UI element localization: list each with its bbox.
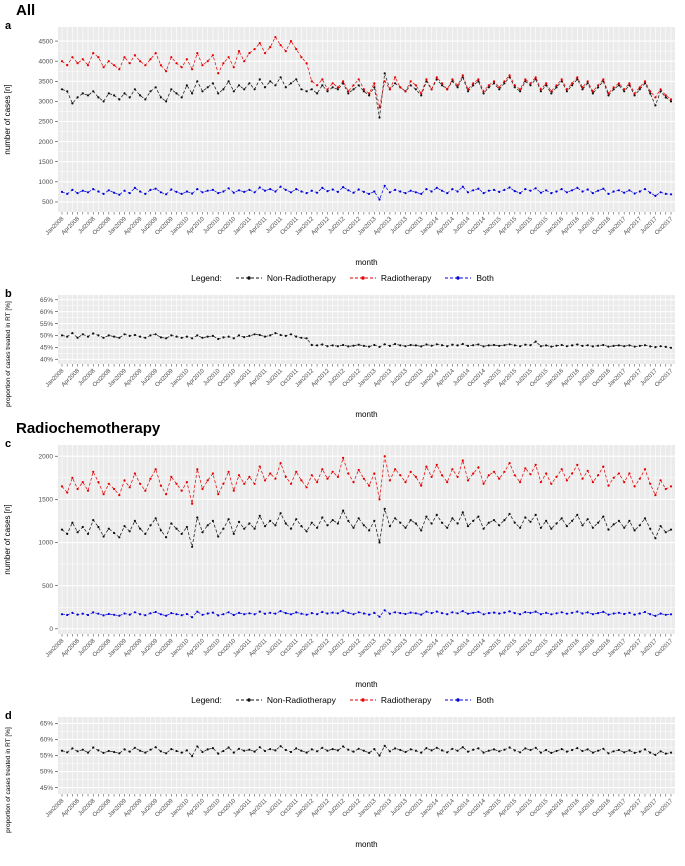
svg-text:50%: 50% (39, 768, 53, 776)
svg-text:Apr2014: Apr2014 (435, 638, 456, 659)
svg-text:Jan2011: Jan2011 (232, 798, 253, 819)
svg-text:4500: 4500 (38, 38, 53, 46)
legend-label: Both (476, 695, 494, 705)
svg-text:Jul2008: Jul2008 (77, 216, 97, 236)
svg-text:1000: 1000 (38, 179, 53, 187)
svg-text:Jan2016: Jan2016 (544, 798, 566, 819)
svg-text:Jul2008: Jul2008 (77, 638, 97, 658)
panel-letter-a: a (5, 20, 12, 32)
svg-text:55%: 55% (39, 320, 53, 328)
svg-text:Jul2011: Jul2011 (265, 216, 285, 235)
svg-text:Jan2017: Jan2017 (607, 368, 628, 389)
svg-text:Apr2009: Apr2009 (123, 638, 144, 659)
svg-text:Jan2015: Jan2015 (482, 368, 503, 389)
svg-text:Oct2010: Oct2010 (216, 368, 238, 389)
svg-text:Apr2011: Apr2011 (248, 798, 269, 819)
svg-text:60%: 60% (39, 308, 53, 316)
svg-text:Oct2015: Oct2015 (529, 368, 550, 389)
legend-items (234, 273, 494, 283)
svg-text:proportion of cases treated in: proportion of cases treated in RT [%] (5, 727, 12, 833)
svg-text:Apr2008: Apr2008 (60, 216, 82, 237)
svg-text:Apr2010: Apr2010 (185, 216, 206, 237)
svg-text:Jul2016: Jul2016 (577, 216, 597, 236)
svg-text:Oct2016: Oct2016 (591, 216, 612, 237)
legend-item-both (443, 695, 494, 705)
svg-text:Jan2009: Jan2009 (107, 638, 128, 659)
svg-text:Oct2015: Oct2015 (529, 638, 550, 659)
svg-text:Oct2012: Oct2012 (341, 216, 363, 237)
svg-text:Apr2016: Apr2016 (560, 216, 581, 237)
svg-text:Jul2013: Jul2013 (389, 368, 409, 388)
svg-text:Apr2010: Apr2010 (185, 368, 206, 389)
svg-text:Apr2014: Apr2014 (435, 216, 456, 237)
legend-label: Non-Radiotherapy (266, 695, 336, 705)
legend-item-both (443, 273, 494, 283)
svg-text:Oct2009: Oct2009 (154, 798, 175, 819)
svg-text:Apr2013: Apr2013 (373, 216, 394, 237)
panel-c-block (0, 438, 685, 690)
svg-text:month: month (355, 840, 378, 849)
section-heading-radiochemotherapy: Radiochemotherapy (16, 420, 161, 437)
svg-text:Jan2016: Jan2016 (544, 216, 566, 237)
svg-text:Oct2015: Oct2015 (529, 798, 550, 819)
svg-text:Apr2016: Apr2016 (560, 638, 581, 659)
legend-label: Non-Radiotherapy (266, 273, 336, 283)
svg-text:1500: 1500 (38, 158, 53, 166)
svg-text:Jul2008: Jul2008 (77, 798, 97, 818)
svg-text:Jul2011: Jul2011 (265, 798, 285, 817)
svg-text:Oct2014: Oct2014 (466, 216, 488, 237)
svg-text:45%: 45% (39, 344, 53, 352)
svg-text:0: 0 (49, 626, 53, 634)
svg-text:Oct2008: Oct2008 (91, 798, 113, 819)
svg-text:Apr2017: Apr2017 (622, 368, 644, 389)
svg-text:Oct2008: Oct2008 (91, 638, 113, 659)
svg-text:Oct2013: Oct2013 (404, 798, 425, 819)
svg-text:Apr2016: Apr2016 (560, 368, 581, 389)
svg-text:500: 500 (42, 582, 53, 590)
svg-text:Apr2010: Apr2010 (185, 798, 206, 819)
svg-text:month: month (355, 258, 378, 267)
svg-text:500: 500 (42, 199, 53, 207)
svg-text:Jul2015: Jul2015 (514, 638, 534, 658)
panel-b-block (0, 288, 685, 420)
svg-text:Oct2014: Oct2014 (466, 638, 488, 659)
svg-text:Apr2011: Apr2011 (248, 368, 269, 389)
svg-text:Jul2016: Jul2016 (577, 798, 597, 818)
svg-text:Jul2008: Jul2008 (77, 368, 97, 388)
svg-text:Jan2015: Jan2015 (482, 638, 503, 659)
svg-text:Oct2017: Oct2017 (654, 798, 675, 819)
svg-text:Apr2017: Apr2017 (622, 216, 644, 237)
svg-text:Apr2013: Apr2013 (373, 638, 394, 659)
svg-text:Apr2009: Apr2009 (123, 216, 144, 237)
svg-text:Jul2014: Jul2014 (452, 216, 472, 236)
svg-text:Apr2008: Apr2008 (60, 798, 82, 819)
svg-text:Apr2011: Apr2011 (248, 216, 269, 237)
svg-text:Apr2012: Apr2012 (310, 216, 331, 237)
svg-text:Apr2009: Apr2009 (123, 798, 144, 819)
svg-text:Jul2015: Jul2015 (514, 216, 534, 236)
svg-text:Apr2017: Apr2017 (622, 638, 644, 659)
legend-2 (0, 690, 685, 710)
svg-text:Jan2013: Jan2013 (357, 638, 378, 659)
svg-text:Oct2010: Oct2010 (216, 216, 238, 237)
legend-items (234, 695, 494, 705)
svg-text:Jul2017: Jul2017 (639, 368, 659, 388)
chart-c-canvas (0, 438, 685, 690)
svg-text:Oct2011: Oct2011 (279, 216, 300, 237)
svg-text:Jul2009: Jul2009 (139, 368, 160, 388)
svg-text:Oct2011: Oct2011 (279, 798, 300, 819)
legend-item-radiotherapy (348, 273, 432, 283)
panel-a-block (0, 20, 685, 268)
svg-text:Jul2012: Jul2012 (327, 368, 347, 388)
svg-text:Jul2009: Jul2009 (139, 798, 160, 818)
svg-text:Oct2017: Oct2017 (654, 368, 675, 389)
svg-text:Jan2013: Jan2013 (357, 368, 378, 389)
svg-text:Oct2016: Oct2016 (591, 368, 612, 389)
svg-text:Jan2008: Jan2008 (44, 216, 66, 237)
svg-text:Jan2016: Jan2016 (544, 368, 566, 389)
legend-1 (0, 268, 685, 288)
svg-text:Jan2010: Jan2010 (169, 798, 191, 819)
svg-text:Jan2014: Jan2014 (419, 638, 441, 659)
svg-text:Apr2016: Apr2016 (560, 798, 581, 819)
svg-text:Jul2012: Jul2012 (327, 798, 347, 818)
svg-text:number of cases [n]: number of cases [n] (3, 504, 12, 575)
svg-text:Apr2009: Apr2009 (123, 368, 144, 389)
legend-line-sample-icon (348, 273, 378, 283)
svg-text:Jan2015: Jan2015 (482, 216, 503, 237)
svg-text:60%: 60% (39, 736, 53, 744)
svg-text:Jan2010: Jan2010 (169, 216, 191, 237)
svg-text:Jul2011: Jul2011 (265, 638, 285, 657)
svg-text:Jul2012: Jul2012 (327, 216, 347, 236)
svg-text:Jul2009: Jul2009 (139, 216, 160, 236)
svg-text:Oct2009: Oct2009 (154, 216, 175, 237)
svg-text:Oct2012: Oct2012 (341, 798, 363, 819)
svg-text:2500: 2500 (38, 118, 53, 126)
svg-text:Jan2012: Jan2012 (294, 216, 316, 237)
svg-text:Jan2011: Jan2011 (232, 216, 253, 237)
svg-text:Jan2008: Jan2008 (44, 638, 66, 659)
legend-label: Radiotherapy (380, 273, 432, 283)
legend-line-sample-icon (348, 695, 378, 705)
svg-text:Oct2015: Oct2015 (529, 216, 550, 237)
legend-item-non-radiotherapy (234, 695, 336, 705)
section-heading-all: All (16, 2, 36, 19)
chart-b-canvas (0, 288, 685, 420)
svg-text:Oct2013: Oct2013 (404, 368, 425, 389)
svg-text:Oct2009: Oct2009 (154, 638, 175, 659)
svg-text:2000: 2000 (38, 138, 53, 146)
svg-text:Oct2017: Oct2017 (654, 216, 675, 237)
svg-text:Jul2014: Jul2014 (452, 368, 472, 388)
svg-text:Jan2008: Jan2008 (44, 798, 66, 819)
svg-text:45%: 45% (39, 784, 53, 792)
svg-text:Oct2012: Oct2012 (341, 368, 363, 389)
legend-line-sample-icon (234, 273, 264, 283)
svg-text:Oct2009: Oct2009 (154, 368, 175, 389)
svg-text:month: month (355, 680, 378, 689)
svg-text:Jan2012: Jan2012 (294, 798, 316, 819)
svg-text:Jan2014: Jan2014 (419, 798, 441, 819)
svg-text:Oct2014: Oct2014 (466, 368, 488, 389)
panel-d-block (0, 710, 685, 850)
svg-text:Jan2009: Jan2009 (107, 216, 128, 237)
svg-text:Jan2014: Jan2014 (419, 216, 441, 237)
svg-text:Apr2015: Apr2015 (497, 368, 519, 389)
svg-text:Oct2013: Oct2013 (404, 216, 425, 237)
svg-text:Jan2011: Jan2011 (232, 368, 253, 389)
svg-text:Jan2012: Jan2012 (294, 368, 316, 389)
legend-line-sample-icon (443, 695, 473, 705)
svg-text:proportion of cases treated in: proportion of cases treated in RT [%] (5, 301, 12, 407)
legend-title: Legend: (191, 273, 222, 283)
svg-text:Jan2011: Jan2011 (232, 638, 253, 659)
svg-text:month: month (355, 410, 378, 419)
svg-text:Jan2017: Jan2017 (607, 798, 628, 819)
svg-text:Jul2013: Jul2013 (389, 798, 409, 818)
svg-text:Jan2013: Jan2013 (357, 798, 378, 819)
svg-text:Jan2010: Jan2010 (169, 638, 191, 659)
svg-text:Jul2011: Jul2011 (265, 368, 285, 387)
svg-text:Apr2012: Apr2012 (310, 368, 331, 389)
svg-text:Apr2010: Apr2010 (185, 638, 206, 659)
svg-text:Jul2013: Jul2013 (389, 638, 409, 658)
svg-text:Oct2011: Oct2011 (279, 638, 300, 659)
svg-text:Apr2015: Apr2015 (497, 798, 519, 819)
svg-text:Jul2010: Jul2010 (202, 638, 222, 658)
svg-text:Jan2008: Jan2008 (44, 368, 66, 389)
svg-text:Oct2011: Oct2011 (279, 368, 300, 389)
svg-text:Jul2009: Jul2009 (139, 638, 160, 658)
chart-a-canvas (0, 20, 685, 268)
svg-text:55%: 55% (39, 752, 53, 760)
svg-text:Jan2014: Jan2014 (419, 368, 441, 389)
svg-text:Jan2016: Jan2016 (544, 638, 566, 659)
svg-text:Jul2015: Jul2015 (514, 798, 534, 818)
svg-text:Jan2009: Jan2009 (107, 798, 128, 819)
svg-text:Oct2013: Oct2013 (404, 638, 425, 659)
svg-text:number of cases [n]: number of cases [n] (3, 84, 12, 155)
legend-item-non-radiotherapy (234, 273, 336, 283)
svg-text:Jul2017: Jul2017 (639, 798, 659, 818)
panel-letter-d: d (5, 710, 12, 722)
svg-text:Apr2014: Apr2014 (435, 798, 456, 819)
svg-text:Apr2013: Apr2013 (373, 368, 394, 389)
svg-text:Jul2010: Jul2010 (202, 216, 222, 236)
svg-text:Jan2009: Jan2009 (107, 368, 128, 389)
svg-text:Apr2012: Apr2012 (310, 798, 331, 819)
svg-text:Oct2012: Oct2012 (341, 638, 363, 659)
chart-d-canvas (0, 710, 685, 850)
svg-text:Jul2014: Jul2014 (452, 798, 472, 818)
svg-text:Apr2011: Apr2011 (248, 638, 269, 659)
svg-text:1500: 1500 (38, 496, 53, 504)
svg-text:Oct2008: Oct2008 (91, 368, 113, 389)
svg-text:Oct2008: Oct2008 (91, 216, 113, 237)
svg-text:Jan2017: Jan2017 (607, 638, 628, 659)
svg-text:Oct2010: Oct2010 (216, 798, 238, 819)
svg-text:Jul2017: Jul2017 (639, 638, 659, 658)
svg-text:Jul2015: Jul2015 (514, 368, 534, 388)
svg-text:Apr2008: Apr2008 (60, 638, 82, 659)
legend-label: Both (476, 273, 494, 283)
svg-text:Apr2015: Apr2015 (497, 216, 519, 237)
svg-text:Jul2010: Jul2010 (202, 798, 222, 818)
svg-text:Oct2016: Oct2016 (591, 638, 612, 659)
legend-line-sample-icon (443, 273, 473, 283)
svg-text:Jul2017: Jul2017 (639, 216, 659, 236)
svg-text:Apr2013: Apr2013 (373, 798, 394, 819)
panel-letter-b: b (5, 288, 12, 300)
legend-item-radiotherapy (348, 695, 432, 705)
svg-text:Jan2012: Jan2012 (294, 638, 316, 659)
legend-label: Radiotherapy (380, 695, 432, 705)
panel-letter-c: c (5, 438, 12, 450)
svg-text:2000: 2000 (38, 453, 53, 461)
legend-line-sample-icon (234, 695, 264, 705)
svg-text:Jul2012: Jul2012 (327, 638, 347, 658)
svg-text:Jul2016: Jul2016 (577, 368, 597, 388)
svg-text:3500: 3500 (38, 78, 53, 86)
legend-title: Legend: (191, 695, 222, 705)
svg-text:Oct2010: Oct2010 (216, 638, 238, 659)
svg-text:Apr2012: Apr2012 (310, 638, 331, 659)
svg-text:50%: 50% (39, 332, 53, 340)
svg-text:Jan2015: Jan2015 (482, 798, 503, 819)
svg-text:Apr2017: Apr2017 (622, 798, 644, 819)
svg-text:Oct2014: Oct2014 (466, 798, 488, 819)
svg-text:Jan2017: Jan2017 (607, 216, 628, 237)
svg-text:Apr2014: Apr2014 (435, 368, 456, 389)
svg-text:40%: 40% (39, 356, 53, 364)
svg-text:Jul2014: Jul2014 (452, 638, 472, 658)
svg-text:Oct2017: Oct2017 (654, 638, 675, 659)
svg-text:Jul2010: Jul2010 (202, 368, 222, 388)
svg-text:3000: 3000 (38, 98, 53, 106)
svg-text:Oct2016: Oct2016 (591, 798, 612, 819)
svg-text:Jul2013: Jul2013 (389, 216, 409, 236)
svg-text:65%: 65% (39, 720, 53, 728)
svg-text:Jan2010: Jan2010 (169, 368, 191, 389)
svg-text:Jul2016: Jul2016 (577, 638, 597, 658)
svg-text:Apr2008: Apr2008 (60, 368, 82, 389)
svg-text:4000: 4000 (38, 58, 53, 66)
svg-text:1000: 1000 (38, 539, 53, 547)
svg-text:65%: 65% (39, 296, 53, 304)
svg-text:Apr2015: Apr2015 (497, 638, 519, 659)
svg-text:Jan2013: Jan2013 (357, 216, 378, 237)
